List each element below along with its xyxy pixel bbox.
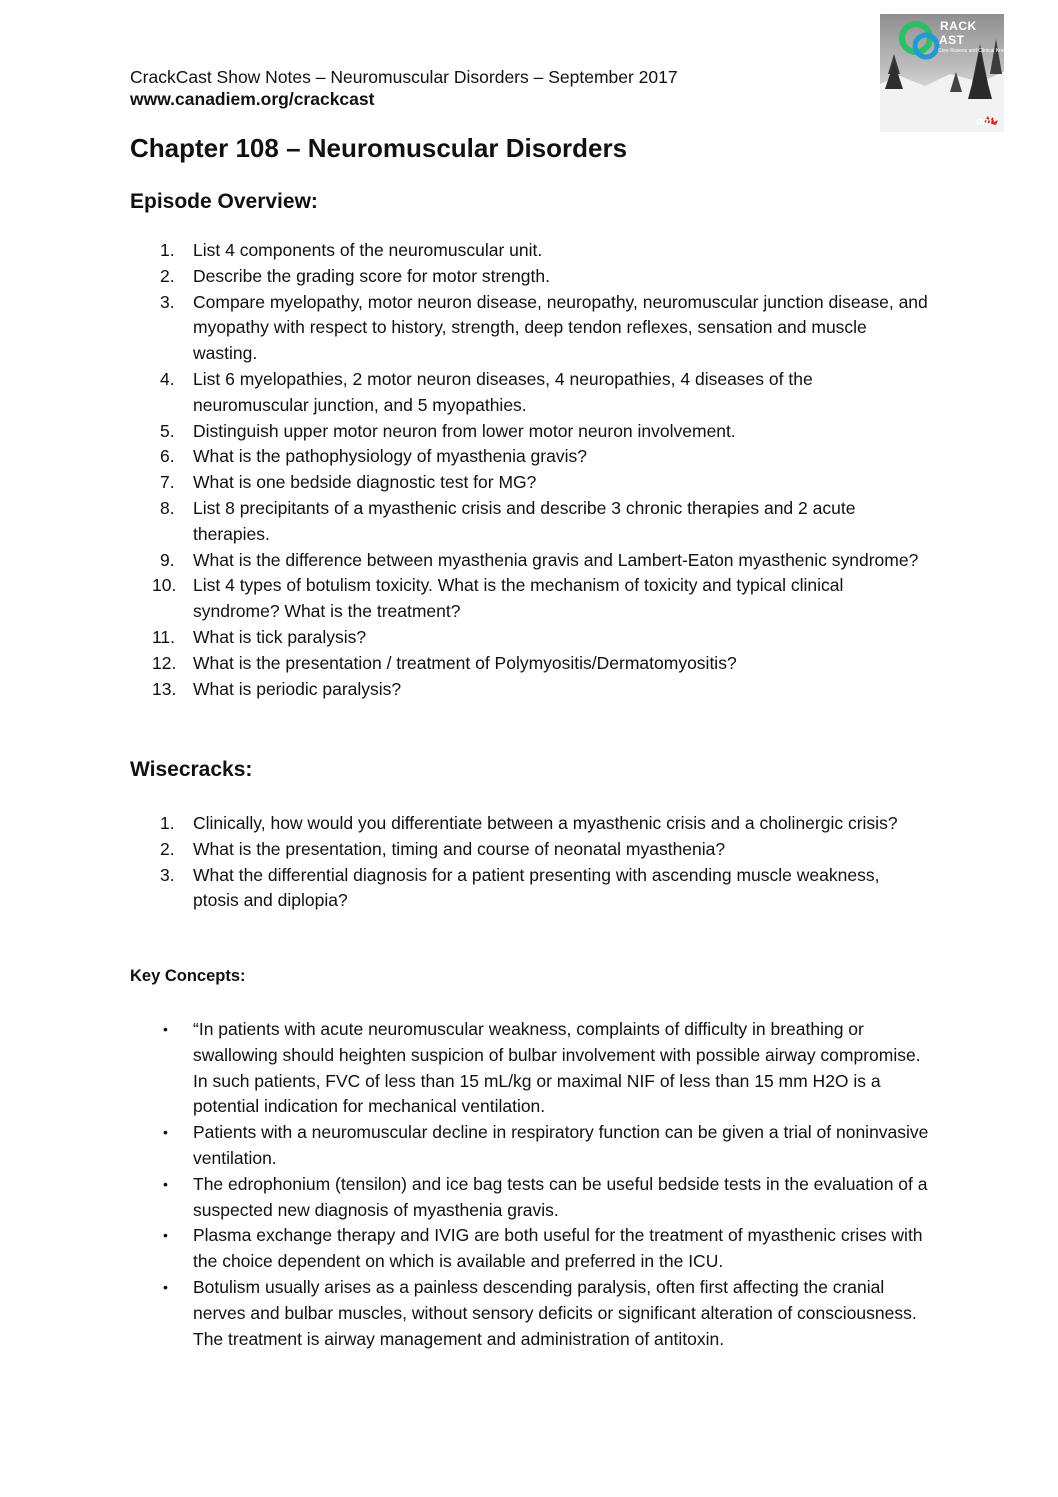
list-item: 3. What the differential diagnosis for a patient presenting with ascending muscle weakness, ptosis and diplopia? [160, 864, 880, 911]
list-item: • Botulism usually arises as a painless descending paralysis, often first affecting the cranial nerves and bulbar muscles, without sensory deficits or significant alteration of consciousness. The treatment is airway management and administration of antitoxin. [163, 1276, 917, 1349]
list-item: 9. What is the difference between myasthenia gravis and Lambert-Eaton myasthenic syndrome? [160, 549, 919, 570]
list-item: 6. What is the pathophysiology of myasthenia gravis? [160, 446, 587, 467]
bullet-icon: • [163, 1124, 168, 1141]
overview-heading: Episode Overview: [130, 190, 318, 213]
list-item: 12. What is the presentation / treatment of Polymyositis/Dermatomyositis? [152, 652, 737, 673]
list-item: 11. What is tick paralysis? [152, 626, 367, 647]
list-item: 2. What is the presentation, timing and course of neonatal myasthenia? [160, 838, 726, 859]
logo-em-text: em [976, 116, 992, 128]
list-item: • Patients with a neuromuscular decline in respiratory function can be given a trial of noninvasive ventilation. [163, 1122, 929, 1168]
crackcast-logo [880, 14, 1021, 132]
key-concepts-list [130, 1017, 930, 1352]
list-item: 5. Distinguish upper motor neuron from lower motor neuron involvement. [160, 420, 736, 441]
list-item: • Plasma exchange therapy and IVIG are both useful for the treatment of myasthenic crises with the choice dependent on which is available and preferred in the ICU. [163, 1225, 923, 1272]
list-item: 8. List 8 precipitants of a myasthenic crisis and describe 3 chronic therapies and 2 acute therapies. [160, 497, 856, 544]
bullet-icon: • [163, 1175, 168, 1192]
bullet-icon: • [163, 1278, 168, 1295]
bullet-icon: • [163, 1021, 168, 1037]
list-item: 3. Compare myelopathy, motor neuron disease, neuropathy, neuromuscular junction disease, and myopathy with respect to history, strength, deep tendon reflexes, sensation and muscle wasting. [160, 291, 928, 364]
logo-cast-text: AST [939, 33, 965, 47]
logo-tagline: Core Rosens and Clinical Knowledge [938, 48, 1021, 54]
list-item: 13. What is periodic paralysis? [152, 678, 402, 699]
header-show-notes-line: CrackCast Show Notes – Neuromuscular Disorders – September 2017 [130, 67, 678, 87]
header-url[interactable]: www.canadiem.org/crackcast [130, 89, 375, 109]
wisecracks-list [130, 811, 930, 914]
list-item: 2. Describe the grading score for motor strength. [160, 265, 550, 286]
list-item: 10. List 4 types of botulism toxicity. What is the mechanism of toxicity and typical clinical syndrome? What is the treatment? [152, 575, 844, 622]
list-item: 1. Clinically, how would you differentiate between a myasthenic crisis and a cholinergic crisis? [160, 813, 898, 833]
logo-crack-text: RACK [940, 19, 977, 33]
wisecracks-heading: Wisecracks: [130, 758, 253, 781]
list-item: 1. List 4 components of the neuromuscular unit. [160, 240, 543, 260]
overview-list [130, 238, 930, 702]
bullet-icon: • [163, 1227, 168, 1244]
list-item: • “In patients with acute neuromuscular weakness, complaints of difficulty in breathing or swallowing should heighten suspicion of bulbar involvement with possible airway compromise. In such patients, FVC of less than 15 mL/kg or maximal NIF of less than 15 mm H2O is a potential indication for mechanical ventilation. [163, 1019, 921, 1117]
key-concepts-heading: Key Concepts: [130, 967, 246, 985]
page-title: Chapter 108 – Neuromuscular Disorders [130, 133, 628, 163]
list-item: 7. What is one bedside diagnostic test for MG? [160, 472, 537, 493]
list-item: • The edrophonium (tensilon) and ice bag tests can be useful bedside tests in the evaluation of a suspected new diagnosis of myasthenia gravis. [163, 1173, 928, 1220]
list-item: 4. List 6 myelopathies, 2 motor neuron diseases, 4 neuropathies, 4 diseases of the neuromuscular junction, and 5 myopathies. [160, 368, 813, 415]
